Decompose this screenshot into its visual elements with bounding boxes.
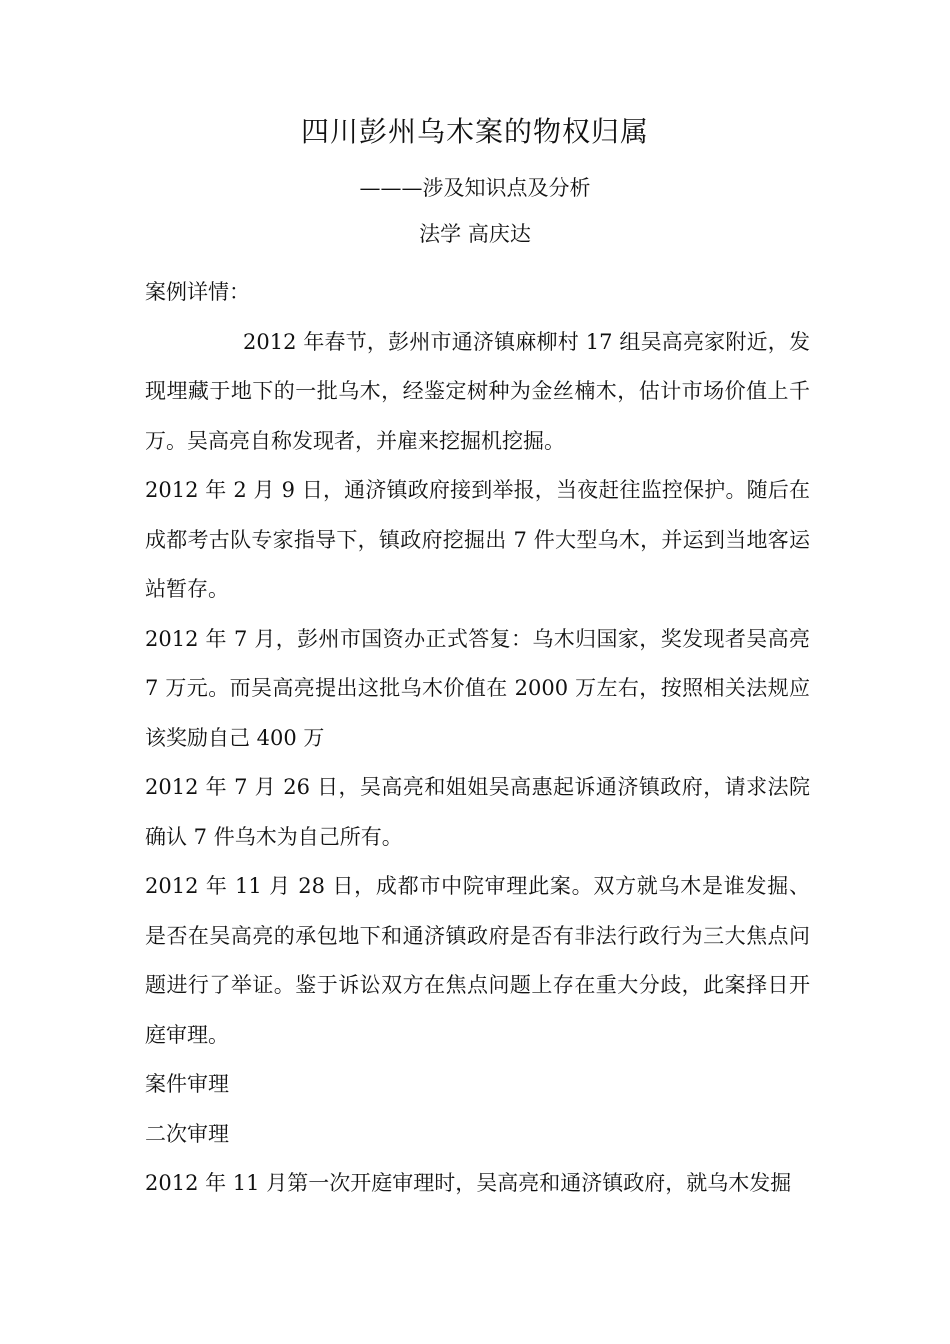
document-title: 四川彭州乌木案的物权归属 — [300, 115, 649, 148]
author-line: 法学 高庆达 — [419, 222, 531, 246]
section-heading-second-trial: 二次审理 — [145, 1121, 229, 1146]
paragraph: 2012 年 2 月 9 日，通济镇政府接到举报，当夜赶往监控保护。随后在成都考古队专家指导下，镇政府挖掘出 7 件大型乌木，并运到当地客运站暂存。 — [145, 478, 810, 601]
paragraph: 2012 年 11 月 28 日，成都市中院审理此案。双方就乌木是谁发掘、是否在吴高亮的承包地下和通济镇政府是否有非法行政行为三大焦点问题进行了举证。鉴于诉讼双方在焦点问题上存在重大分歧，此案择日开庭审理。 — [145, 874, 810, 1047]
section-heading-case-details: 案例详情： — [145, 280, 250, 304]
paragraph: 2012 年 7 月，彭州市国资办正式答复：乌木归国家，奖发现者吴高亮 7 万元。而吴高亮提出这批乌木价值在 2000 万左右，按照相关法规应该奖励自己 400 万 — [145, 626, 810, 750]
paragraph: 2012 年 7 月 26 日，吴高亮和姐姐吴高惠起诉通济镇政府，请求法院确认 7 件乌木为自己所有。 — [145, 775, 810, 849]
document-subtitle: ———涉及知识点及分析 — [359, 176, 591, 200]
document-body — [145, 268, 810, 1209]
paragraph: 2012 年 11 月第一次开庭审理时，吴高亮和通济镇政府，就乌木发掘 — [145, 1171, 792, 1195]
section-heading-case-trial: 案件审理 — [145, 1072, 229, 1096]
paragraph: 2012 年春节，彭州市通济镇麻柳村 17 组吴高亮家附近，发现埋藏于地下的一批乌木，经鉴定树种为金丝楠木，估计市场价值上千万。吴高亮自称发现者，并雇来挖掘机挖掘。 — [145, 329, 810, 453]
